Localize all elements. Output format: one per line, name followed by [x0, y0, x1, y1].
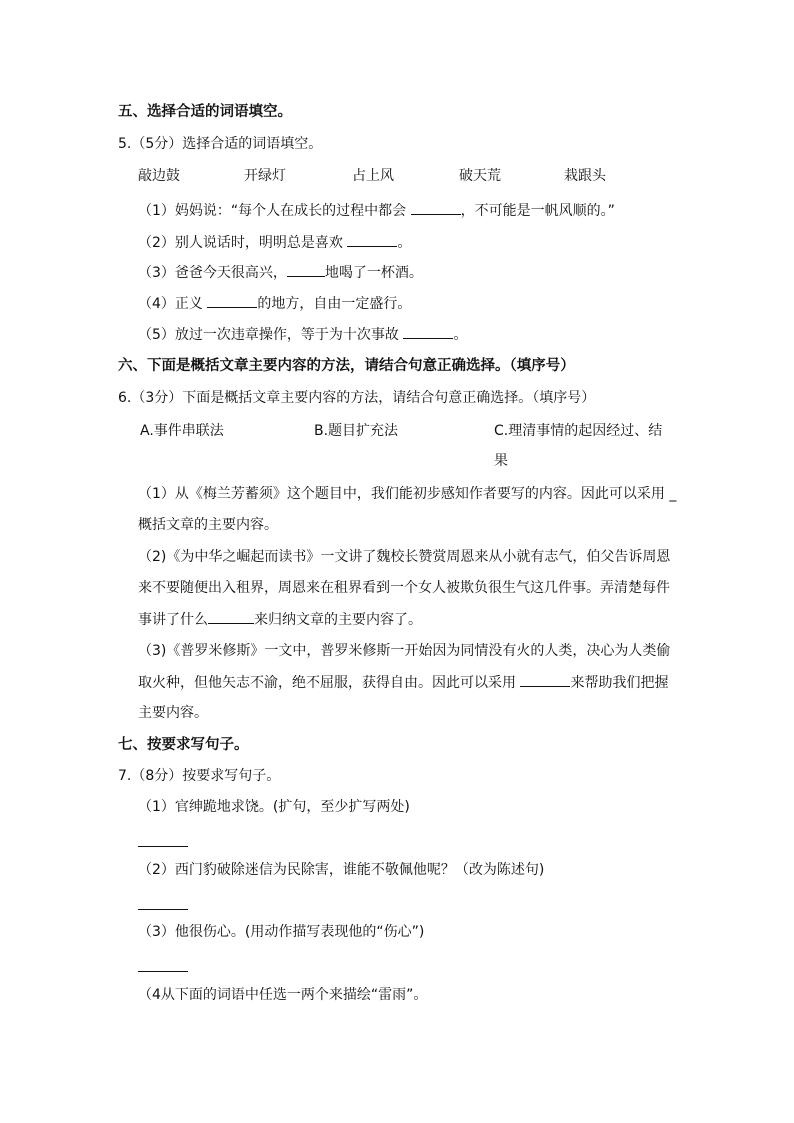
q5-item-3 [138, 262, 423, 283]
option-b: B.题目扩充法 [314, 423, 399, 439]
fill-blank[interactable] [520, 672, 570, 687]
q6-item-1-line-2: 概括文章的主要内容。 [138, 517, 278, 533]
option-c: C.理清事情的起因经过、结 [494, 423, 663, 439]
q6-item-2-after: 来归纳文章的主要内容了。 [254, 612, 422, 628]
word-option-3: 占上风 [352, 168, 394, 184]
q7-item-1: （1）官绅跪地求饶。(扩句，至少扩写两处) [138, 799, 410, 815]
q5-item-3-before: （3）爸爸今天很高兴， [138, 265, 287, 281]
option-c-continued: 果 [494, 453, 508, 469]
word-option-1: 敲边鼓 [138, 168, 180, 184]
q6-item-2-line-1: （2)《为中华之崛起而读书》一文讲了魏校长赞赏周恩来从小就有志气，伯父告诉周恩 [138, 549, 671, 565]
q5-item-1 [138, 200, 615, 221]
q5-item-2 [138, 232, 411, 253]
q5-item-2-after: 。 [397, 235, 412, 251]
fill-blank[interactable] [207, 293, 257, 308]
q6-item-3-line-2 [138, 672, 668, 693]
fill-blank[interactable] [411, 200, 461, 215]
q5-item-5 [138, 324, 467, 345]
answer-line[interactable] [138, 909, 188, 910]
q5-item-3-after: 地喝了一杯酒。 [324, 265, 423, 281]
question-6-prompt: 6.（3分）下面是概括文章主要内容的方法，请结合句意正确选择。（填序号） [118, 390, 596, 406]
q6-item-1-line-1: （1）从《梅兰芳蓄须》这个题目中，我们能初步感知作者要写的内容。因此可以采用 _ [138, 486, 677, 502]
fill-blank[interactable] [208, 609, 254, 624]
question-5-prompt: 5.（5分）选择合适的词语填空。 [118, 136, 323, 152]
q6-item-3-after: 来帮助我们把握 [570, 675, 669, 691]
word-option-5: 栽跟头 [564, 168, 606, 184]
q6-item-2-line-2: 来不要随便出入租界，周恩来在租界看到一个女人被欺负很生气这几件事。弄清楚每件 [138, 580, 670, 596]
q5-item-1-before: （1）妈妈说：“每个人在成长的过程中都会 [138, 203, 411, 219]
q5-item-1-after: ，不可能是一帆风顺的。” [460, 203, 615, 219]
answer-line[interactable] [138, 971, 188, 972]
question-7-prompt: 7.（8分）按要求写句子。 [118, 768, 281, 784]
q5-item-5-after: 。 [453, 327, 468, 343]
q5-item-4 [138, 293, 411, 314]
q7-item-4: （4从下面的词语中任选一两个来描绘“雷雨”。 [138, 987, 428, 1003]
fill-blank[interactable] [403, 324, 453, 339]
fill-blank[interactable] [287, 262, 325, 277]
q5-item-2-before: （2）别人说话时，明明总是喜欢 [138, 235, 348, 251]
q6-item-2-before: 事讲了什么 [138, 612, 208, 628]
q6-item-3-line-1: （3)《普罗米修斯》一文中，普罗米修斯一开始因为同情没有火的人类，决心为人类偷 [138, 643, 671, 659]
section-6-heading: 六、下面是概括文章主要内容的方法，请结合句意正确选择。（填序号） [118, 358, 575, 374]
q6-item-2-line-3 [138, 609, 422, 630]
q6-item-3-before: 取火种，但他矢志不渝，绝不屈服，获得自由。因此可以采用 [138, 675, 521, 691]
q5-item-4-after: 的地方，自由一定盛行。 [257, 296, 412, 312]
word-option-4: 破天荒 [459, 168, 501, 184]
section-7-heading: 七、按要求写句子。 [118, 737, 249, 753]
fill-blank[interactable] [347, 232, 397, 247]
answer-line[interactable] [138, 846, 188, 847]
q5-item-4-before: （4）正义 [138, 296, 208, 312]
option-a: A.事件串联法 [140, 423, 224, 439]
q7-item-2: （2）西门豹破除迷信为民除害，谁能不敬佩他呢？（改为陈述句) [138, 862, 545, 878]
word-option-2: 开绿灯 [244, 168, 286, 184]
q7-item-3: （3）他很伤心。(用动作描写表现他的“伤心”) [138, 924, 425, 940]
q5-item-5-before: （5）放过一次违章操作，等于为十次事故 [138, 327, 404, 343]
section-5-heading: 五、选择合适的词语填空。 [118, 104, 292, 120]
q6-item-3-line-3: 主要内容。 [138, 705, 208, 721]
